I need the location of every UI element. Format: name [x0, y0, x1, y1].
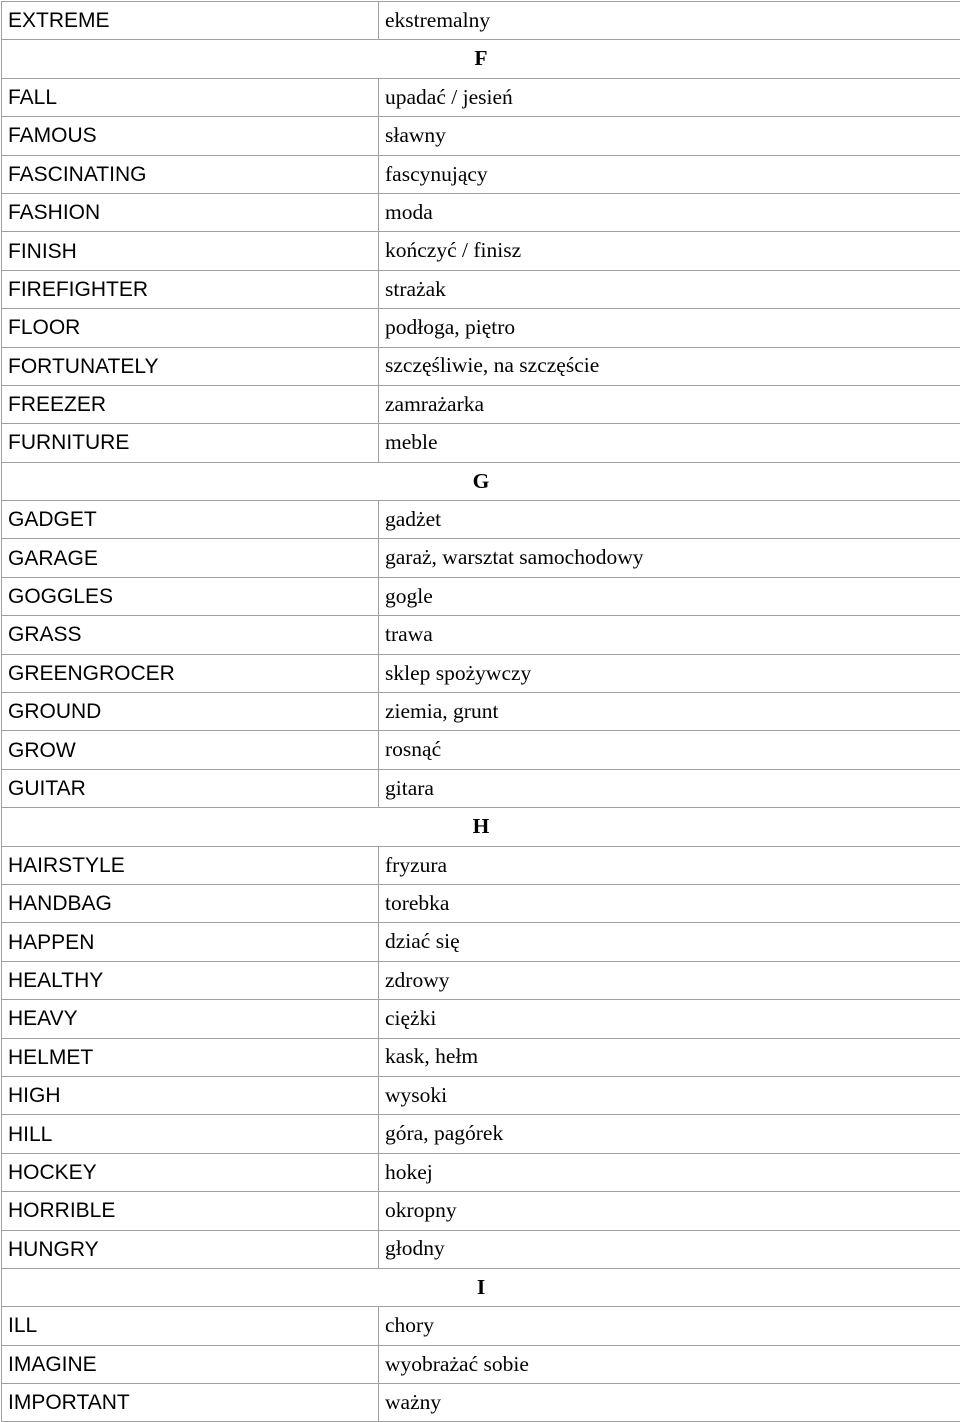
english-word: FIREFIGHTER	[2, 270, 379, 308]
section-header-row	[2, 40, 960, 78]
polish-translation: zdrowy	[379, 961, 960, 999]
polish-translation: ziemia, grunt	[379, 693, 960, 731]
english-word: FREEZER	[2, 385, 379, 423]
polish-translation: kończyć / finisz	[379, 232, 960, 270]
english-word: FASCINATING	[2, 155, 379, 193]
table-row	[2, 193, 960, 231]
english-word: ILL	[2, 1307, 379, 1345]
english-word: HIGH	[2, 1076, 379, 1114]
polish-translation: gitara	[379, 769, 960, 807]
polish-translation: ekstremalny	[379, 2, 960, 40]
section-letter: G	[2, 462, 960, 500]
table-row	[2, 1345, 960, 1383]
table-row	[2, 347, 960, 385]
table-row	[2, 1384, 960, 1422]
english-word: FALL	[2, 78, 379, 116]
table-row	[2, 1000, 960, 1038]
english-word: HANDBAG	[2, 884, 379, 922]
polish-translation: wyobrażać sobie	[379, 1345, 960, 1383]
polish-translation: fascynujący	[379, 155, 960, 193]
english-word: FURNITURE	[2, 424, 379, 462]
polish-translation: głodny	[379, 1230, 960, 1268]
polish-translation: upadać / jesień	[379, 78, 960, 116]
table-row	[2, 731, 960, 769]
table-row	[2, 1115, 960, 1153]
section-header-row	[2, 808, 960, 846]
table-row	[2, 616, 960, 654]
english-word: GROW	[2, 731, 379, 769]
polish-translation: garaż, warsztat samochodowy	[379, 539, 960, 577]
english-word: FASHION	[2, 193, 379, 231]
polish-translation: gadżet	[379, 501, 960, 539]
polish-translation: fryzura	[379, 846, 960, 884]
table-row	[2, 1038, 960, 1076]
table-row	[2, 884, 960, 922]
english-word: HAIRSTYLE	[2, 846, 379, 884]
vocabulary-table-body	[2, 2, 960, 1422]
section-letter: F	[2, 40, 960, 78]
polish-translation: dziać się	[379, 923, 960, 961]
polish-translation: moda	[379, 193, 960, 231]
polish-translation: kask, hełm	[379, 1038, 960, 1076]
english-word: IMPORTANT	[2, 1384, 379, 1422]
section-letter: I	[2, 1268, 960, 1306]
vocabulary-table	[1, 1, 960, 1422]
english-word: FINISH	[2, 232, 379, 270]
polish-translation: podłoga, piętro	[379, 309, 960, 347]
polish-translation: sklep spożywczy	[379, 654, 960, 692]
polish-translation: gogle	[379, 577, 960, 615]
polish-translation: ważny	[379, 1384, 960, 1422]
table-row	[2, 654, 960, 692]
polish-translation: zamrażarka	[379, 385, 960, 423]
section-header-row	[2, 1268, 960, 1306]
table-row	[2, 385, 960, 423]
english-word: GUITAR	[2, 769, 379, 807]
table-row	[2, 424, 960, 462]
polish-translation: góra, pagórek	[379, 1115, 960, 1153]
polish-translation: meble	[379, 424, 960, 462]
table-row	[2, 1307, 960, 1345]
polish-translation: rosnąć	[379, 731, 960, 769]
polish-translation: chory	[379, 1307, 960, 1345]
english-word: GRASS	[2, 616, 379, 654]
english-word: HAPPEN	[2, 923, 379, 961]
table-row	[2, 232, 960, 270]
polish-translation: trawa	[379, 616, 960, 654]
english-word: FAMOUS	[2, 117, 379, 155]
polish-translation: ciężki	[379, 1000, 960, 1038]
table-row	[2, 961, 960, 999]
table-row	[2, 270, 960, 308]
english-word: HORRIBLE	[2, 1192, 379, 1230]
english-word: GREENGROCER	[2, 654, 379, 692]
english-word: HEAVY	[2, 1000, 379, 1038]
english-word: FLOOR	[2, 309, 379, 347]
table-row	[2, 309, 960, 347]
polish-translation: hokej	[379, 1153, 960, 1191]
table-row	[2, 78, 960, 116]
english-word: HEALTHY	[2, 961, 379, 999]
english-word: HOCKEY	[2, 1153, 379, 1191]
polish-translation: okropny	[379, 1192, 960, 1230]
english-word: HELMET	[2, 1038, 379, 1076]
english-word: GARAGE	[2, 539, 379, 577]
table-row	[2, 539, 960, 577]
polish-translation: strażak	[379, 270, 960, 308]
section-header-row	[2, 462, 960, 500]
table-row	[2, 577, 960, 615]
table-row	[2, 769, 960, 807]
english-word: FORTUNATELY	[2, 347, 379, 385]
english-word: EXTREME	[2, 2, 379, 40]
polish-translation: torebka	[379, 884, 960, 922]
english-word: GADGET	[2, 501, 379, 539]
table-row	[2, 501, 960, 539]
table-row	[2, 117, 960, 155]
table-row	[2, 1076, 960, 1114]
english-word: HUNGRY	[2, 1230, 379, 1268]
table-row	[2, 923, 960, 961]
table-row	[2, 846, 960, 884]
polish-translation: wysoki	[379, 1076, 960, 1114]
table-row	[2, 1230, 960, 1268]
table-row	[2, 2, 960, 40]
table-row	[2, 1153, 960, 1191]
english-word: GOGGLES	[2, 577, 379, 615]
english-word: HILL	[2, 1115, 379, 1153]
table-row	[2, 1192, 960, 1230]
table-row	[2, 693, 960, 731]
polish-translation: sławny	[379, 117, 960, 155]
english-word: IMAGINE	[2, 1345, 379, 1383]
section-letter: H	[2, 808, 960, 846]
english-word: GROUND	[2, 693, 379, 731]
polish-translation: szczęśliwie, na szczęście	[379, 347, 960, 385]
table-row	[2, 155, 960, 193]
